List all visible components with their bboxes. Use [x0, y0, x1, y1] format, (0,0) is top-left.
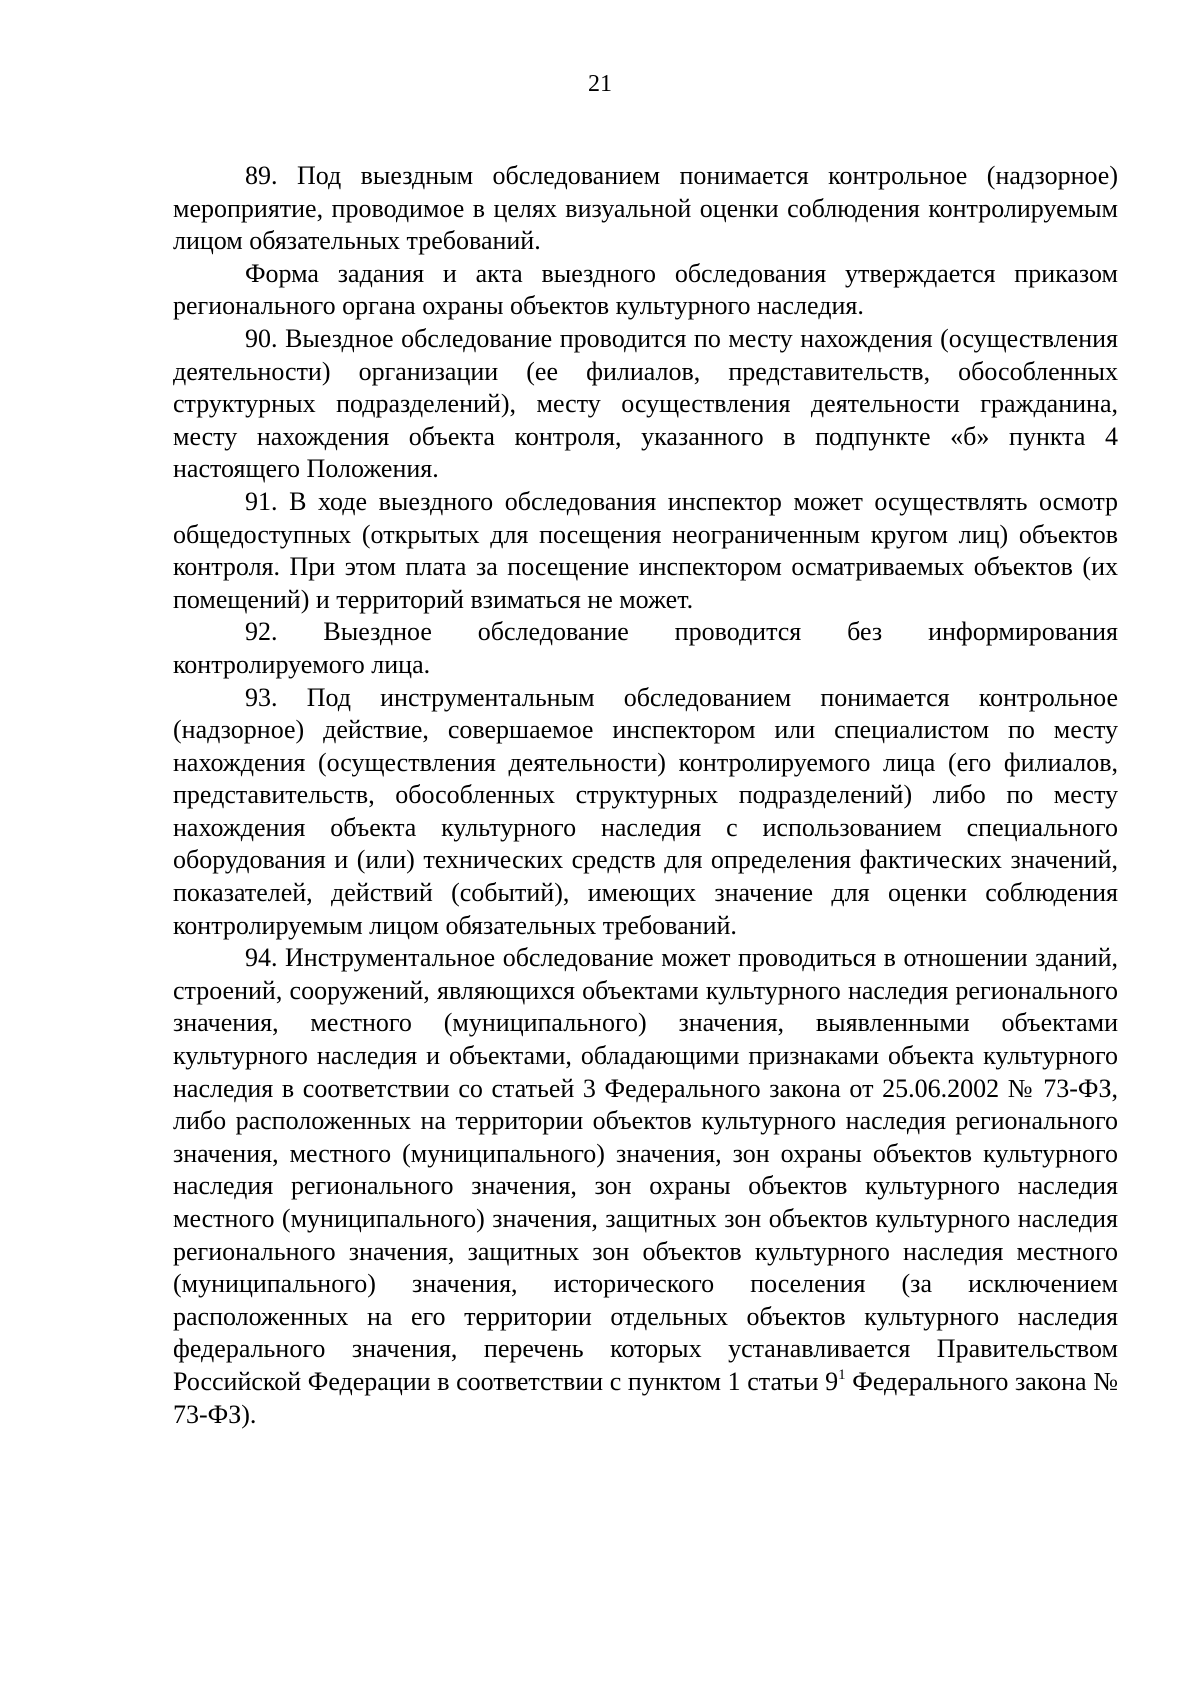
article-superscript: 1 [838, 1366, 846, 1383]
paragraph-89: 89. Под выездным обследованием понимается контрольное (надзорное) мероприятие, проводимое в целях визуальной оценки соблюдения контролируемым лицом обязательных требований. [173, 161, 1118, 256]
paragraph-92: 92. Выездное обследование проводится без информирования контролируемого лица. [173, 617, 1118, 679]
paragraph-94 [173, 942, 1118, 1431]
paragraph-89-form: Форма задания и акта выездного обследования утверждается приказом регионального органа охраны объектов культурного наследия. [173, 258, 1118, 321]
document-body [173, 160, 1118, 1431]
paragraph-90: 90. Выездное обследование проводится по месту нахождения (осуществления деятельности) организации (ее филиалов, представительств, обособленных структурных подразделений), месту осуществления деятельности гражданина, месту нахождения объекта контроля, указанного в подпункте «б» пункта 4 настоящего Положения. [173, 323, 1118, 484]
paragraph-94-tail: Федерального закона № 73-ФЗ). [173, 1366, 1119, 1429]
paragraph-93: 93. Под инструментальным обследованием понимается контрольное (надзорное) действие, совершаемое инспектором или специалистом по месту нахождения (осуществления деятельности) контролируемого лица (его филиалов, представительств, обособленных структурных подразделений) либо по месту нахождения объекта культурного наследия с использованием специального оборудования и (или) технических средств для определения фактических значений, показателей, действий (событий), имеющих значение для оценки соблюдения контролируемым лицом обязательных требований. [173, 682, 1118, 940]
page-number: 21 [588, 71, 612, 97]
paragraph-94-text: 94. Инструментальное обследование может проводиться в отношении зданий, строений, сооружений, являющихся объектами культурного наследия регионального значения, местного (муниципального) значения, выявленными объектами культурного наследия и объектами, обладающими признаками объекта культурного наследия в соответствии со статьей 3 Федерального закона от 25.06.2002 № 73-ФЗ, либо расположенных на территории объектов культурного наследия регионального значения, местного (муниципального) значения, зон охраны объектов культурного наследия регионального значения, зон охраны объектов культурного наследия местного (муниципального) значения, защитных зон объектов культурного наследия регионального значения, защитных зон объектов культурного наследия местного (муниципального) значения, исторического поселения (за исключением расположенных на его территории отдельных объектов культурного наследия федерального значения, перечень которых устанавливается Правительством Российской Федерации в соответствии с пунктом 1 статьи 9 [173, 943, 1118, 1396]
paragraph-91: 91. В ходе выездного обследования инспектор может осуществлять осмотр общедоступных (открытых для посещения неограниченным кругом лиц) объектов контроля. При этом плата за посещение инспектором осматриваемых объектов (их помещений) и территорий взиматься не может. [173, 486, 1118, 614]
